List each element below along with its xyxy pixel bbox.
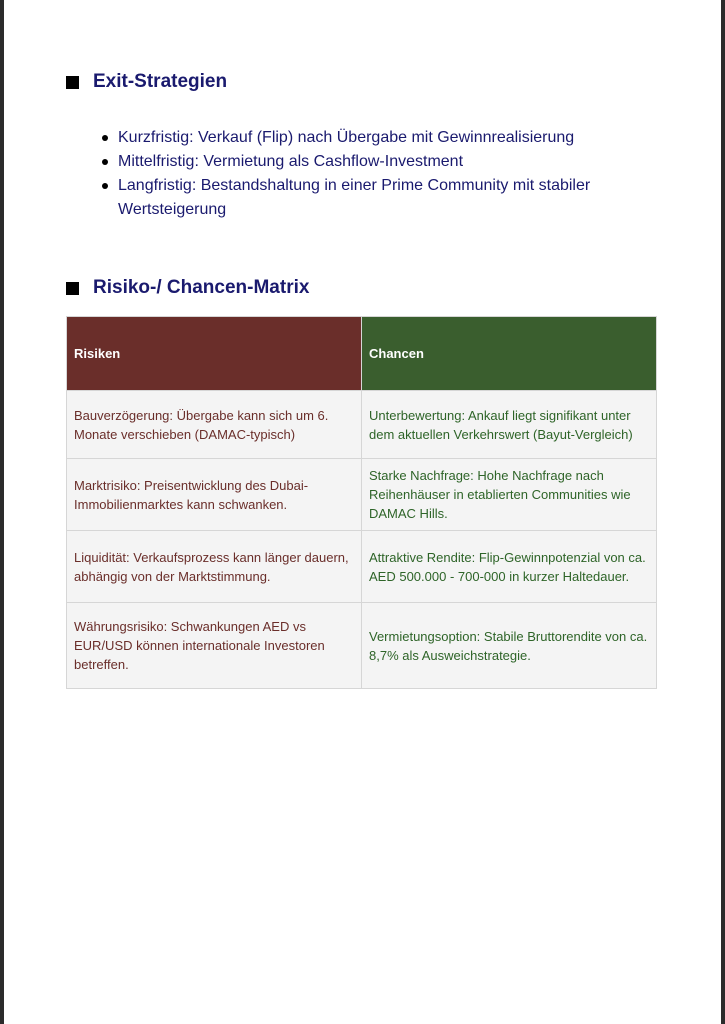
chance-cell: Vermietungsoption: Stabile Bruttorendite von ca. 8,7% als Ausweichstrategie. [362, 603, 657, 689]
table-header-row [67, 317, 657, 391]
list-item [102, 174, 662, 222]
square-bullet-icon [66, 76, 79, 89]
list-item [102, 126, 662, 150]
exit-strategies-heading [66, 71, 227, 93]
list-item-text: Mittelfristig: Vermietung als Cashflow-Investment [118, 153, 464, 170]
list-item [102, 150, 662, 174]
risk-chance-matrix-title: Risiko-/ Chancen-Matrix [93, 277, 310, 298]
table-row [67, 531, 657, 603]
chance-cell: Starke Nachfrage: Hohe Nachfrage nach Reihenhäuser in etablierten Communities wie DAMAC Hills. [362, 459, 657, 531]
risks-column-header: Risiken [67, 317, 362, 391]
square-bullet-icon [66, 282, 79, 295]
list-item-text: Langfristig: Bestandshaltung in einer Prime Community mit stabiler Wertsteigerung [118, 177, 591, 218]
bullet-dot-icon [102, 183, 108, 189]
risk-cell: Bauverzögerung: Übergabe kann sich um 6. Monate verschieben (DAMAC-typisch) [67, 391, 362, 459]
risk-cell: Marktrisiko: Preisentwicklung des Dubai-Immobilienmarktes kann schwanken. [67, 459, 362, 531]
table-row [67, 603, 657, 689]
document-page [4, 0, 721, 1024]
chances-column-header: Chancen [362, 317, 657, 391]
chance-cell: Attraktive Rendite: Flip-Gewinnpotenzial von ca. AED 500.000 - 700-000 in kurzer Haltedauer. [362, 531, 657, 603]
risk-cell: Liquidität: Verkaufsprozess kann länger dauern, abhängig von der Marktstimmung. [67, 531, 362, 603]
exit-strategies-title: Exit-Strategien [93, 71, 228, 92]
chance-cell: Unterbewertung: Ankauf liegt signifikant unter dem aktuellen Verkehrswert (Bayut-Vergleich) [362, 391, 657, 459]
table-row [67, 391, 657, 459]
exit-strategies-list [102, 126, 662, 222]
bullet-dot-icon [102, 159, 108, 165]
table-row [67, 459, 657, 531]
list-item-text: Kurzfristig: Verkauf (Flip) nach Übergabe mit Gewinnrealisierung [118, 129, 575, 146]
bullet-dot-icon [102, 135, 108, 141]
risk-cell: Währungsrisiko: Schwankungen AED vs EUR/USD können internationale Investoren betreffen. [67, 603, 362, 689]
risk-chance-table [66, 316, 657, 689]
risk-chance-matrix-heading [66, 277, 309, 299]
